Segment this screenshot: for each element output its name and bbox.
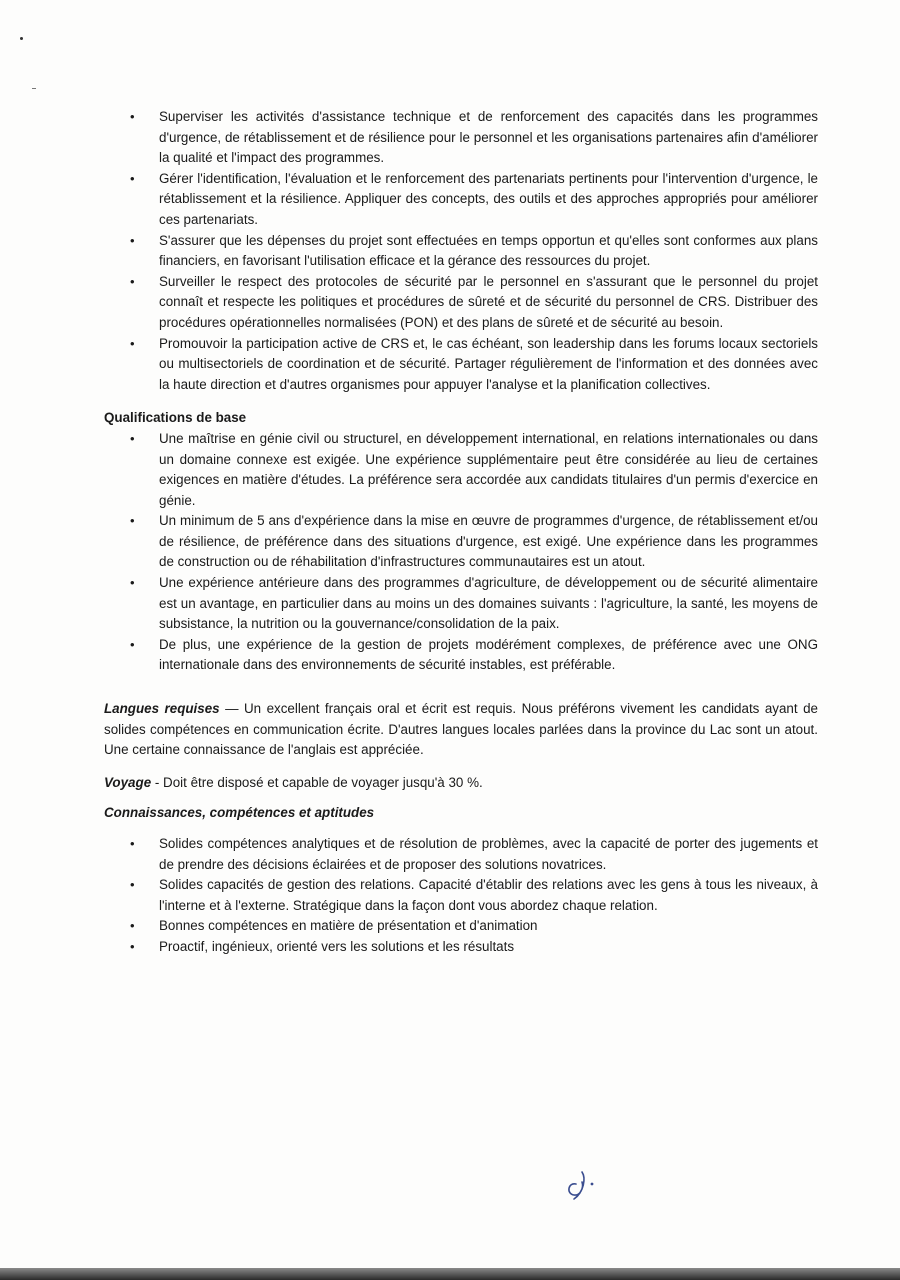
responsibilities-list xyxy=(104,107,818,395)
languages-paragraph xyxy=(104,699,818,761)
list-item: • Surveiller le respect des protocoles de sécurité par le personnel en s'assurant que le personnel du projet connaît et respecte les politiques et procédures de sûreté et de sécurité du personnel de CRS. Distribuer des procédures opérationnelles normalisées (PON) et des plans de sûreté et de sécurité au besoin. xyxy=(104,272,818,334)
list-item: • Une expérience antérieure dans des programmes d'agriculture, de développement ou de sécurité alimentaire est un avantage, en particulier dans au moins un des domaines suivants : l'agriculture, la santé, les moyens de subsistance, la nutrition ou la gouvernance/consolidation de la paix. xyxy=(104,573,818,635)
languages-text: — Un excellent français oral et écrit est requis. Nous préférons vivement les candidats ayant de solides compétences en communication écrite. D'autres langues locales parlées dans la province du Lac sont un atout. Une certaine connaissance de l'anglais est appréciée. xyxy=(104,701,818,758)
list-item: • Bonnes compétences en matière de présentation et d'animation xyxy=(104,916,818,937)
list-item: • Une maîtrise en génie civil ou structurel, en développement international, en relations internationales ou dans un domaine connexe est exigée. Une expérience supplémentaire peut être considérée au lieu de certaines exigences en matière d'études. La préférence sera accordée aux candidats titulaires d'un permis d'exercice en génie. xyxy=(104,429,818,511)
list-item: • Solides compétences analytiques et de résolution de problèmes, avec la capacité de porter des jugements et de prendre des décisions éclairées et de proposer des solutions novatrices. xyxy=(104,834,818,875)
scan-speck xyxy=(20,37,23,40)
list-item: • Gérer l'identification, l'évaluation et le renforcement des partenariats pertinents pour l'intervention d'urgence, le rétablissement et la résilience. Appliquer des concepts, des outils et des approches appropriés pour améliorer ces partenariats. xyxy=(104,169,818,231)
travel-paragraph xyxy=(104,773,818,794)
list-item: • S'assurer que les dépenses du projet sont effectuées en temps opportun et qu'elles sont conformes aux plans financiers, en favorisant l'utilisation efficace et la gérance des ressources du projet. xyxy=(104,231,818,272)
scan-edge xyxy=(0,1268,900,1280)
scan-speck xyxy=(32,88,36,89)
languages-label: Langues requises xyxy=(104,701,220,717)
travel-label: Voyage xyxy=(104,774,152,790)
document-body xyxy=(104,107,818,958)
skills-list xyxy=(104,834,818,958)
travel-text: - Doit être disposé et capable de voyager jusqu'à 30 %. xyxy=(151,774,483,790)
list-item: • Solides capacités de gestion des relations. Capacité d'établir des relations avec les gens à tous les niveaux, à l'interne et à l'externe. Stratégique dans la façon dont vous abordez chaque relation. xyxy=(104,875,818,916)
list-item: • Promouvoir la participation active de CRS et, le cas échéant, son leadership dans les forums locaux sectoriels ou multisectoriels de coordination et de sécurité. Partager régulièrement de l'information et des données avec la haute direction et d'autres organismes pour appuyer l'analyse et la planification collectives. xyxy=(104,334,818,396)
skills-heading: Connaissances, compétences et aptitudes xyxy=(104,805,375,821)
qualifications-heading: Qualifications de base xyxy=(104,410,247,426)
list-item: • Un minimum de 5 ans d'expérience dans la mise en œuvre de programmes d'urgence, de rétablissement et/ou de résilience, de préférence dans des situations d'urgence, est exigé. Une expérience dans les programmes de construction ou de réhabilitation d'infrastructures communautaires est un atout. xyxy=(104,511,818,573)
list-item: • Proactif, ingénieux, orienté vers les solutions et les résultats xyxy=(104,937,818,958)
signature-initials xyxy=(562,1162,612,1202)
list-item: • De plus, une expérience de la gestion de projets modérément complexes, de préférence avec une ONG internationale dans des environnements de sécurité instables, est préférable. xyxy=(104,635,818,676)
list-item: • Superviser les activités d'assistance technique et de renforcement des capacités dans les programmes d'urgence, de rétablissement et de résilience pour le personnel et les organisations partenaires afin d'améliorer la qualité et l'impact des programmes. xyxy=(104,107,818,169)
qualifications-list xyxy=(104,429,818,676)
